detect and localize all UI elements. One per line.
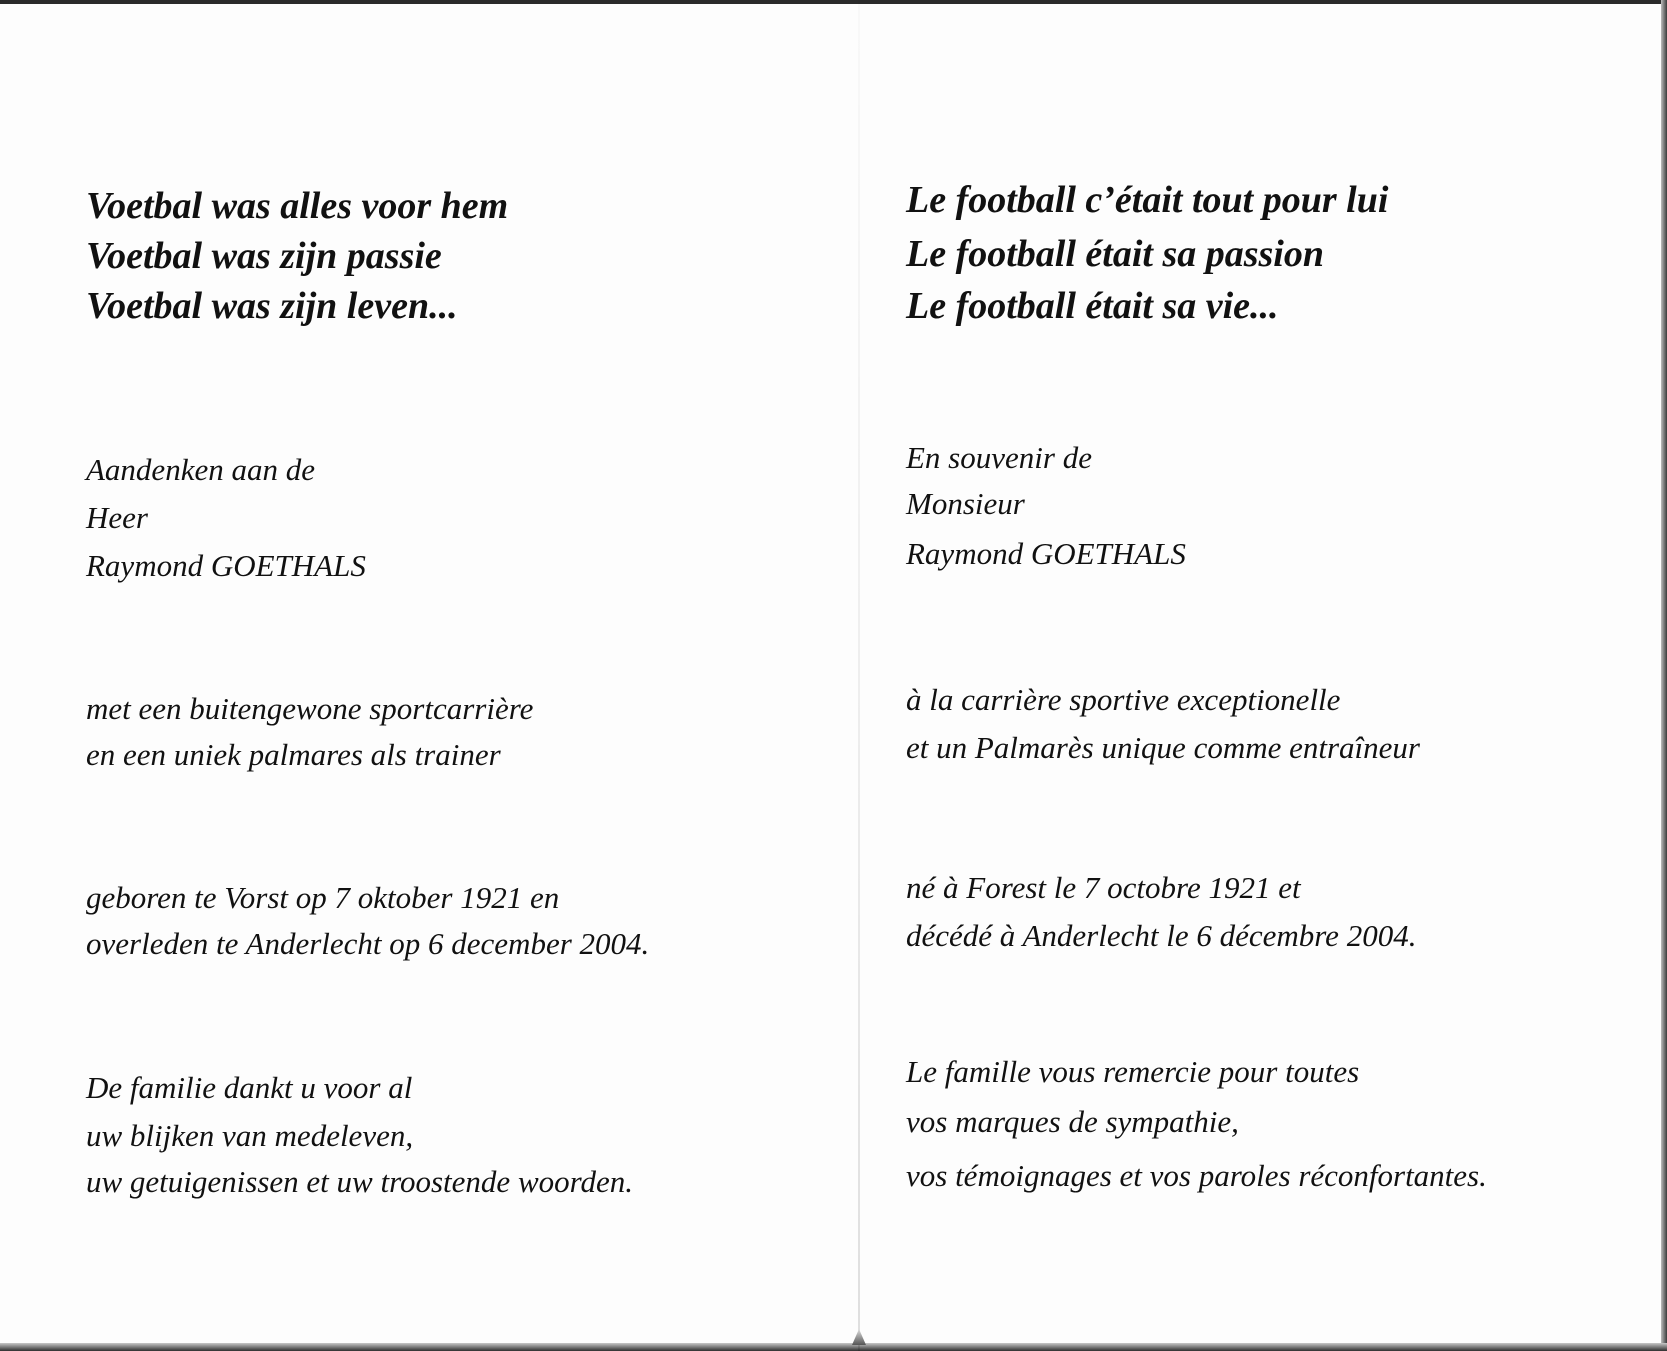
deceased-name: Raymond GOETHALS [86,548,366,583]
scan-edge-right [1661,0,1667,1351]
deceased-name: Raymond GOETHALS [906,536,1186,571]
career-line: et un Palmarès unique comme entraîneur [906,730,1420,765]
dutch-column [86,0,826,1351]
center-fold [858,0,860,1351]
fold-notch [852,1329,866,1345]
death-line: overleden te Anderlecht op 6 december 2004. [86,926,650,961]
heading-line: Voetbal was zijn passie [86,235,442,277]
heading-line: Le football était sa vie... [906,285,1279,327]
dedication-line: En souvenir de [906,440,1092,475]
heading-line: Voetbal was zijn leven... [86,285,458,327]
birth-line: geboren te Vorst op 7 oktober 1921 en [86,880,560,915]
thanks-line: uw blijken van medeleven, [86,1118,414,1153]
thanks-line: vos témoignages et vos paroles réconfortantes. [906,1158,1487,1193]
thanks-line: De familie dankt u voor al [86,1070,413,1105]
dedication-line: Aandenken aan de [86,452,315,487]
career-line: à la carrière sportive exceptionelle [906,682,1341,717]
career-line: en een uniek palmares als trainer [86,737,501,772]
death-line: décédé à Anderlecht le 6 décembre 2004. [906,918,1417,953]
birth-line: né à Forest le 7 octobre 1921 et [906,870,1301,905]
thanks-line: uw getuigenissen et uw troostende woorden. [86,1164,634,1199]
dedication-line: Monsieur [906,486,1025,521]
dedication-line: Heer [86,500,148,535]
thanks-line: vos marques de sympathie, [906,1104,1239,1139]
french-column [906,0,1646,1351]
heading-line: Voetbal was alles voor hem [86,185,509,227]
heading-line: Le football c’était tout pour lui [906,179,1389,221]
heading-line: Le football était sa passion [906,233,1324,275]
thanks-line: Le famille vous remercie pour toutes [906,1054,1360,1089]
career-line: met een buitengewone sportcarrière [86,691,534,726]
